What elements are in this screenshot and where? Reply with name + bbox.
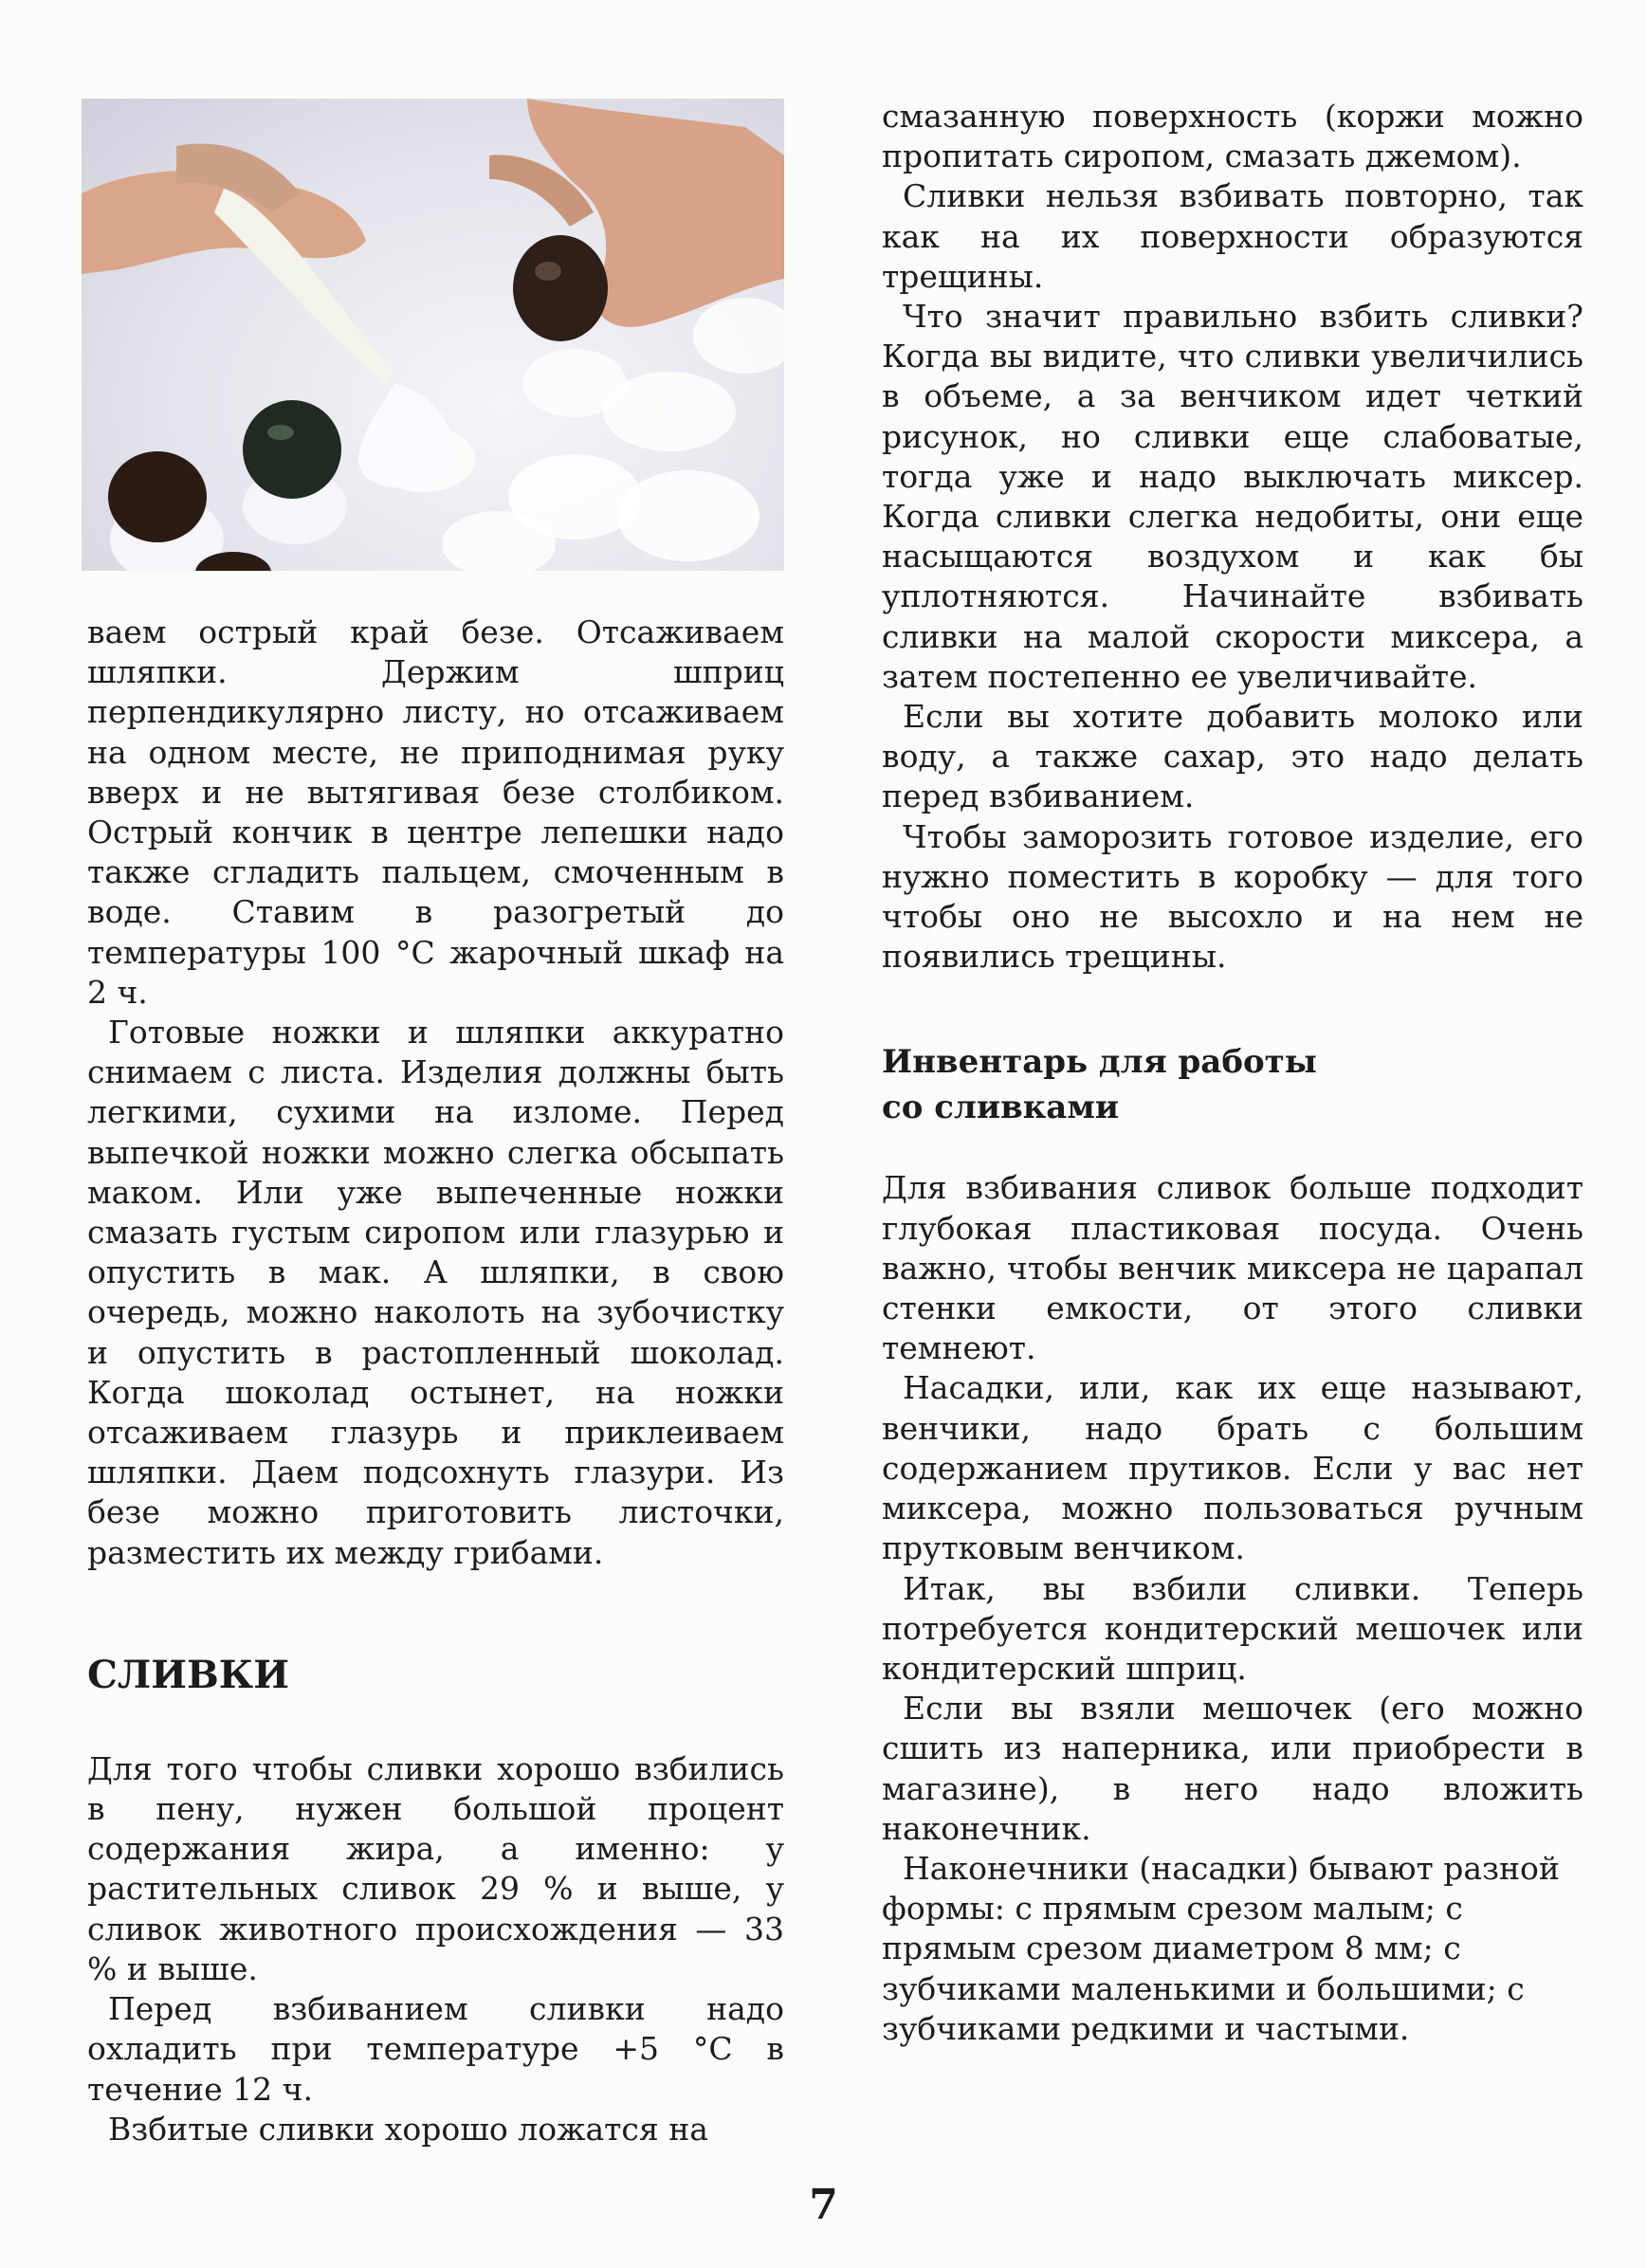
left-column: [87, 613, 784, 2149]
right-paragraph-4: Если вы хотите добавить молоко или воду, а также сахар, это надо делать перед взбиванием.: [882, 698, 1583, 815]
right-paragraph-9: Если вы взяли мешочек (его можно сшить из наперника, или приобрести в магазине), в него надо вложить наконечник.: [882, 1690, 1583, 1847]
left-paragraph-3: Для того чтобы сливки хорошо взбились в пену, нужен большой процент содержания жира, а именно: у растительных сливок 29 % и выше, у сливок животного происхождения — 33 % и выше.: [87, 1749, 784, 1987]
meringue-photo-illustration: [82, 99, 784, 571]
left-paragraph-2: Готовые ножки и шляпки аккуратно снимаем с листа. Изделия должны быть легкими, сухими на изломе. Перед выпечкой ножки можно слегка обсыпать маком. Или уже выпеченные ножки смазать густым сиропом или глазурью и опустить в мак. А шляпки, в свою очередь, можно наколоть на зубочистку и опустить в растопленный шоколад. Когда шоколад остынет, на ножки отсаживаем глазурь и приклеиваем шляпки. Даем подсохнуть глазури. Из безе можно приготовить листочки, разместить их между грибами.: [87, 1014, 784, 1571]
right-paragraph-1: смазанную поверхность (коржи можно пропитать сиропом, смазать джемом).: [882, 98, 1583, 175]
right-paragraph-10: Наконечники (насадки) бывают разной формы: с прямым срезом малым; с прямым срезом диаметром 8 мм; с зубчиками маленькими и большими; с зубчиками редкими и частыми.: [882, 1849, 1560, 2047]
right-paragraph-8: Итак, вы взбили сливки. Теперь потребуется кондитерский мешочек или кондитерский шприц.: [882, 1569, 1583, 1687]
right-paragraph-7: Насадки, или, как их еще называют, венчики, надо брать с большим содержанием прутиков. Если у вас нет миксера, можно пользоваться ручным прутковым венчиком.: [882, 1369, 1583, 1567]
right-paragraph-3: Что значит правильно взбить сливки? Когда вы видите, что сливки увеличились в объеме, а за венчиком идет четкий рисунок, но сливки еще слабоватые, тогда уже и надо выключать миксер. Когда сливки слегка недобиты, они еще насыщаются воздухом и как бы уплотняются. Начинайте взбивать сливки на малой скорости миксера, а затем постепенно ее увеличивайте.: [882, 298, 1583, 695]
subheading-line-2: со сливками: [882, 1088, 1120, 1127]
subheading-line-1: Инвентарь для работы: [882, 1043, 1317, 1082]
right-column: [882, 97, 1583, 2049]
section-heading-slivki: СЛИВКИ: [87, 1652, 289, 1697]
right-paragraph-5: Чтобы заморозить готовое изделие, его нужно поместить в коробку — для того чтобы оно не высохло и на нем не появились трещины.: [882, 817, 1583, 976]
page-number: 7: [809, 2181, 838, 2229]
left-paragraph-4: Перед взбиванием сливки надо охладить при температуре +5 °С в течение 12 ч.: [87, 1990, 784, 2108]
right-paragraph-6: Для взбивания сливок больше подходит глубокая пластиковая посуда. Очень важно, чтобы венчик миксера не царапал стенки емкости, от этого сливки темнеют.: [882, 1169, 1583, 1367]
piping-meringue-photo: [82, 99, 784, 571]
left-paragraph-5: Взбитые сливки хорошо ложатся на: [108, 2110, 708, 2148]
right-paragraph-2: Сливки нельзя взбивать повторно, так как на их поверхности образуются трещины.: [882, 177, 1583, 295]
left-paragraph-1: ваем острый край безе. Отсаживаем шляпки. Держим шприц перпендикулярно листу, но отсаживаем на одном месте, не приподнимая руку вверх и не вытягивая безе столбиком. Острый кончик в центре лепешки надо также сгладить пальцем, смоченным в воде. Ставим в разогретый до температуры 100 °С жарочный шкаф на 2 ч.: [87, 613, 784, 1011]
